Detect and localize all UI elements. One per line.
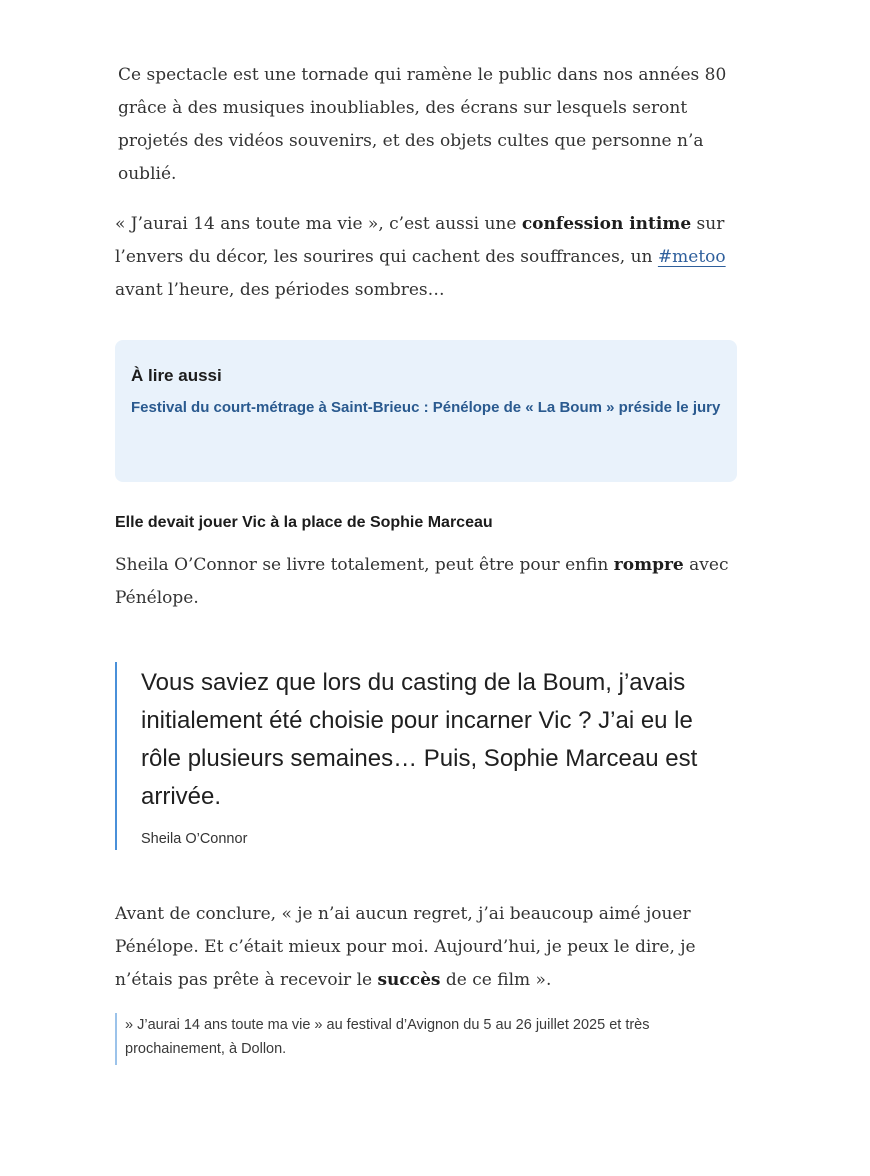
festival-note: » J’aurai 14 ans toute ma vie » au festival d’Avignon du 5 au 26 juillet 2025 et très prochainement, à Dollon. — [115, 1013, 737, 1065]
text-span: Avant de conclure, « je n’ai aucun regret, j’ai beaucoup aimé jouer Pénélope. Et c’était mieux pour moi. Aujourd’hui, je peux le dire, je n’étais pas prête à recevoir le — [115, 904, 696, 990]
text-span: avec Pénélope. — [115, 555, 729, 608]
bold-rompre: rompre — [613, 555, 684, 575]
quote-author: Sheila O’Connor — [141, 831, 248, 847]
pull-quote — [115, 662, 737, 850]
text-span: sur l’envers du décor, les sourires qui cachent des souffrances, un — [115, 214, 725, 267]
text-span: avant l’heure, des périodes sombres… — [115, 280, 445, 300]
read-also-title: À lire aussi — [131, 366, 222, 385]
read-also-box — [115, 340, 737, 482]
text-span: de ce film ». — [440, 970, 552, 990]
read-also-link[interactable]: Festival du court-métrage à Saint-Brieuc : Pénélope de « La Boum » préside le jury — [131, 399, 721, 416]
text-span: Sheila O’Connor se livre totalement, peut être pour enfin — [115, 555, 614, 575]
bold-confession: confession intime — [521, 214, 692, 234]
metoo-link[interactable]: #metoo — [657, 247, 726, 267]
intro-paragraph: Ce spectacle est une tornade qui ramène le public dans nos années 80 grâce à des musiques inoubliables, des écrans sur lesquels seront projetés des vidéos souvenirs, et des objets cultes que personne n’a oublié. — [118, 65, 727, 184]
rupture-paragraph — [115, 549, 737, 615]
confession-paragraph — [115, 208, 737, 307]
bold-succes: succès — [377, 970, 441, 990]
text-span: « J’aurai 14 ans toute ma vie », c’est aussi une — [115, 214, 522, 234]
section-subheading: Elle devait jouer Vic à la place de Sophie Marceau — [115, 514, 493, 531]
conclusion-paragraph — [115, 898, 737, 997]
quote-text: Vous saviez que lors du casting de la Boum, j’avais initialement été choisie pour incarner Vic ? J’ai eu le rôle plusieurs semaines… Puis, Sophie Marceau est arrivée. — [141, 669, 698, 810]
